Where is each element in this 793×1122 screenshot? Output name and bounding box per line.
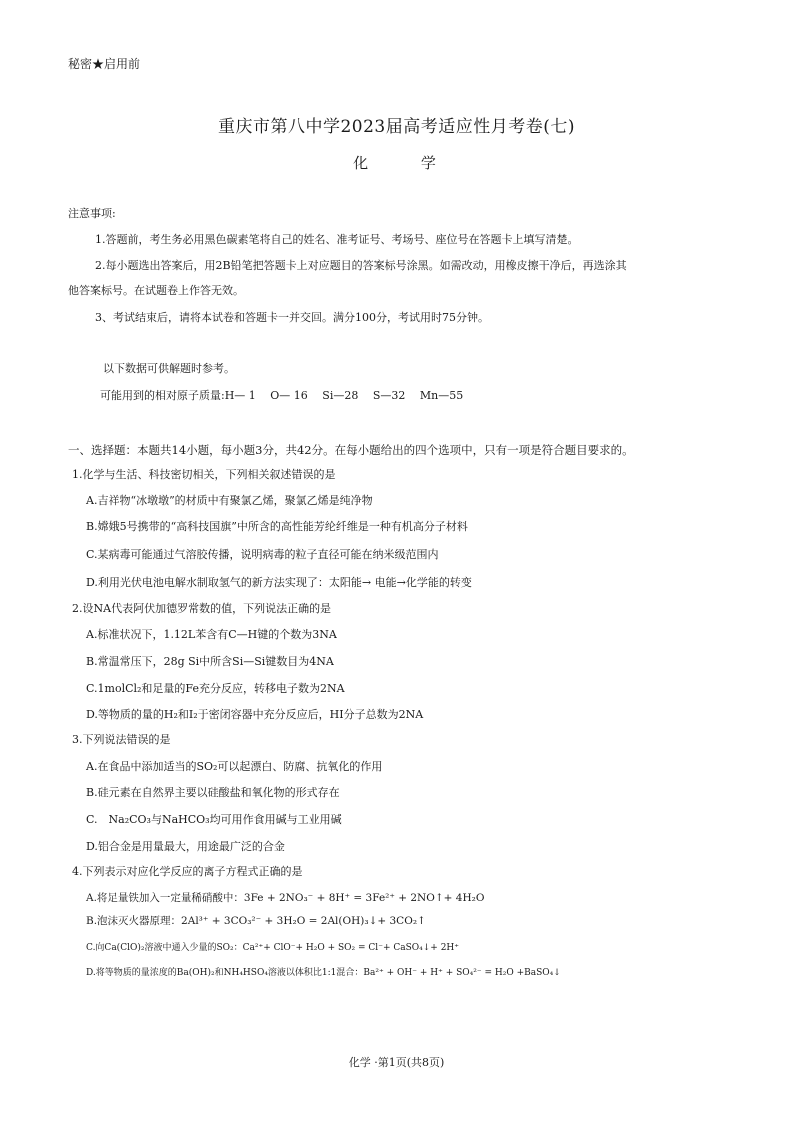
- option-c: C.1molCl₂和足量的Fe充分反应，转移电子数为2NA: [86, 682, 345, 695]
- option-d: D.利用光伏电池电解水制取氢气的新方法实现了：太阳能→ 电能→化学能的转变: [86, 576, 472, 589]
- option-b: B.泡沫灭火器原理：2Al³⁺ + 3CO₃²⁻ + 3H₂O = 2Al(OH)₃↓+ 3CO₂↑: [86, 915, 426, 927]
- option-c: C. Na₂CO₃与NaHCO₃均可用作食用碱与工业用碱: [86, 813, 342, 826]
- question-stem: 3.下列说法错误的是: [72, 733, 171, 746]
- note-item: 他答案标号。在试题卷上作答无效。: [68, 284, 244, 297]
- option-b: B.常温常压下，28g Si中所含Si—Si键数目为4NA: [86, 655, 334, 668]
- option-a: A.标准状况下，1.12L苯含有C—H键的个数为3NA: [86, 628, 337, 641]
- option-a: A.将足量铁加入一定量稀硝酸中：3Fe + 2NO₃⁻ + 8H⁺ = 3Fe²⁺ + 2NO↑+ 4H₂O: [86, 892, 485, 904]
- option-c: C.某病毒可能通过气溶胶传播，说明病毒的粒子直径可能在纳米级范围内: [86, 548, 439, 561]
- option-a: A.吉祥物“冰墩墩”的材质中有聚氯乙烯，聚氯乙烯是纯净物: [86, 494, 373, 507]
- option-b: B.硅元素在自然界主要以硅酸盐和氧化物的形式存在: [86, 786, 340, 799]
- note-item: 1.答题前，考生务必用黑色碳素笔将自己的姓名、准考证号、考场号、座位号在答题卡上填写清楚。: [95, 233, 579, 246]
- note-item: 3、考试结束后，请将本试卷和答题卡一并交回。满分100分，考试用时75分钟。: [95, 311, 489, 324]
- option-d: D.将等物质的量浓度的Ba(OH)₂和NH₄HSO₄溶液以体积比1:1混合：Ba²⁺ + OH⁻ + H⁺ + SO₄²⁻ = H₂O +BaSO₄↓: [86, 968, 561, 978]
- question-stem: 2.设NA代表阿伏加德罗常数的值，下列说法正确的是: [72, 602, 332, 615]
- page-footer: 化学 ·第1页(共8页): [348, 1056, 445, 1069]
- reference-note: 以下数据可供解题时参考。: [103, 362, 235, 375]
- question-stem: 4.下列表示对应化学反应的离子方程式正确的是: [72, 865, 303, 878]
- option-b: B.嫦娥5号携带的“高科技国旗”中所含的高性能芳纶纤维是一种有机高分子材料: [86, 520, 468, 533]
- note-item: 2.每小题选出答案后，用2B铅笔把答题卡上对应题目的答案标号涂黑。如需改动，用橡皮擦干净后，再选涂其: [95, 259, 627, 272]
- option-d: D.等物质的量的H₂和I₂于密闭容器中充分反应后，HI分子总数为2NA: [86, 708, 424, 721]
- option-d: D.铝合金是用量最大，用途最广泛的合金: [86, 840, 285, 853]
- atomic-masses: 可能用到的相对原子质量:H— 1 O— 16 Si—28 S—32 Mn—55: [100, 389, 464, 402]
- notes-heading: 注意事项:: [68, 207, 116, 220]
- question-stem: 1.化学与生活、科技密切相关，下列相关叙述错误的是: [72, 468, 336, 481]
- exam-title: 重庆市第八中学2023届高考适应性月考卷(七): [217, 117, 576, 137]
- subject-title: 化 学: [353, 154, 450, 172]
- option-a: A.在食品中添加适当的SO₂可以起漂白、防腐、抗氧化的作用: [86, 760, 383, 773]
- confidential-label: 秘密★启用前: [68, 57, 141, 71]
- section-heading: 一、选择题：本题共14小题，每小题3分，共42分。在每小题给出的四个选项中，只有一项是符合题目要求的。: [68, 443, 634, 457]
- option-c: C.向Ca(ClO)₂溶液中通入少量的SO₂：Ca²⁺+ ClO⁻+ H₂O + SO₂ = Cl⁻+ CaSO₄↓+ 2H⁺: [86, 943, 460, 953]
